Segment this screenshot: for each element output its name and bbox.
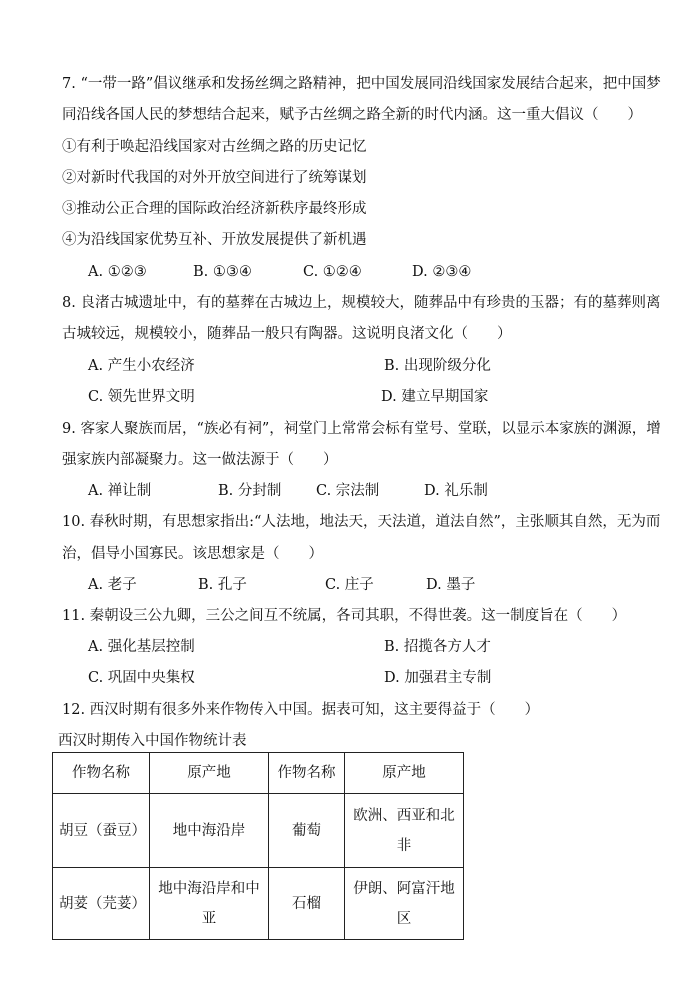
q10-option-a[interactable]: A. 老子 bbox=[88, 577, 137, 593]
table-row bbox=[53, 794, 464, 868]
table-cell-text: 区 bbox=[396, 910, 412, 927]
table-cell-text: 亚 bbox=[201, 910, 217, 927]
q7-item-4: ④为沿线国家优势互补、开放发展提供了新机遇 bbox=[62, 232, 367, 248]
table-cell: 胡豆（蚕豆） bbox=[53, 794, 150, 868]
q10-option-b[interactable]: B. 孔子 bbox=[198, 577, 247, 593]
table-cell-text: 欧洲、西亚和北 bbox=[353, 807, 455, 824]
q11-option-d[interactable]: D. 加强君主专制 bbox=[384, 670, 492, 686]
q11-option-a[interactable]: A. 强化基层控制 bbox=[88, 639, 195, 655]
q10-option-d[interactable]: D. 墨子 bbox=[426, 577, 476, 593]
q7-option-b[interactable]: B. ①③④ bbox=[193, 264, 252, 280]
q9-option-b[interactable]: B. 分封制 bbox=[218, 483, 282, 499]
q7-item-2: ②对新时代我国的对外开放空间进行了统筹谋划 bbox=[62, 170, 367, 186]
table-cell-text: 伊朗、阿富汗地 bbox=[353, 880, 455, 897]
q11-option-b[interactable]: B. 招揽各方人才 bbox=[384, 639, 491, 655]
table-row bbox=[53, 868, 464, 940]
table-cell bbox=[150, 794, 269, 868]
q8-stem-line2: 古城较远，规模较小，随葬品一般只有陶器。这说明良渚文化（ ） bbox=[62, 326, 512, 342]
q11-stem-line1: 11. 秦朝设三公九卿，三公之间互不统属，各司其职，不得世袭。这一制度旨在（ ） bbox=[62, 608, 627, 624]
table-header-row bbox=[53, 753, 464, 794]
q7-stem-line1: 7. “一带一路”倡议继承和发扬丝绸之路精神，把中国发展同沿线国家发展结合起来，把中国梦 bbox=[62, 76, 661, 92]
table-cell-text: 非 bbox=[396, 837, 412, 854]
q9-stem-line1: 9. 客家人聚族而居，“族必有祠”，祠堂门上常常会标有堂号、堂联，以显示本家族的渊源，增 bbox=[62, 421, 661, 437]
q8-option-c[interactable]: C. 领先世界文明 bbox=[88, 389, 195, 405]
q8-option-b[interactable]: B. 出现阶级分化 bbox=[384, 358, 491, 374]
q10-option-c[interactable]: C. 庄子 bbox=[325, 577, 374, 593]
q7-option-d[interactable]: D. ②③④ bbox=[412, 264, 472, 280]
table-cell bbox=[345, 868, 464, 940]
table-cell: 胡荽（芫荽） bbox=[53, 868, 150, 940]
q8-stem-line1: 8. 良渚古城遗址中，有的墓葬在古城边上，规模较大，随葬品中有珍贵的玉器；有的墓葬则离 bbox=[62, 295, 661, 311]
q10-stem-line1: 10. 春秋时期，有思想家指出:“人法地，地法天，天法道，道法自然”，主张顺其自然，无为而 bbox=[62, 514, 661, 530]
q7-stem-line2: 同沿线各国人民的梦想结合起来，赋予古丝绸之路全新的时代内涵。这一重大倡议（ ） bbox=[62, 107, 642, 123]
table-header-cell: 作物名称 bbox=[269, 753, 345, 794]
table-cell: 葡萄 bbox=[269, 794, 345, 868]
q9-option-a[interactable]: A. 禅让制 bbox=[88, 483, 152, 499]
q9-option-c[interactable]: C. 宗法制 bbox=[316, 483, 380, 499]
q7-item-1: ①有利于唤起沿线国家对古丝绸之路的历史记忆 bbox=[62, 139, 367, 155]
q12-table-title: 西汉时期传入中国作物统计表 bbox=[58, 733, 247, 749]
q11-option-c[interactable]: C. 巩固中央集权 bbox=[88, 670, 195, 686]
table-header-cell: 作物名称 bbox=[53, 753, 150, 794]
table-cell-text: 地中海沿岸 bbox=[172, 822, 246, 839]
table-cell bbox=[150, 868, 269, 940]
q12-stem-line1: 12. 西汉时期有很多外来作物传入中国。据表可知，这主要得益于（ ） bbox=[62, 702, 540, 718]
q9-option-d[interactable]: D. 礼乐制 bbox=[424, 483, 488, 499]
q9-stem-line2: 强家族内部凝聚力。这一做法源于（ ） bbox=[62, 452, 338, 468]
q10-stem-line2: 治，倡导小国寡民。该思想家是（ ） bbox=[62, 546, 323, 562]
table-cell-text: 地中海沿岸和中 bbox=[158, 880, 260, 897]
crop-origin-table bbox=[52, 752, 464, 940]
q8-option-d[interactable]: D. 建立早期国家 bbox=[381, 389, 489, 405]
q8-option-a[interactable]: A. 产生小农经济 bbox=[88, 358, 195, 374]
table-cell: 石榴 bbox=[269, 868, 345, 940]
q7-option-c[interactable]: C. ①②④ bbox=[303, 264, 362, 280]
table-header-cell: 原产地 bbox=[150, 753, 269, 794]
table-header-cell: 原产地 bbox=[345, 753, 464, 794]
q7-option-a[interactable]: A. ①②③ bbox=[88, 264, 147, 280]
table-cell bbox=[345, 794, 464, 868]
q7-item-3: ③推动公正合理的国际政治经济新秩序最终形成 bbox=[62, 201, 367, 217]
